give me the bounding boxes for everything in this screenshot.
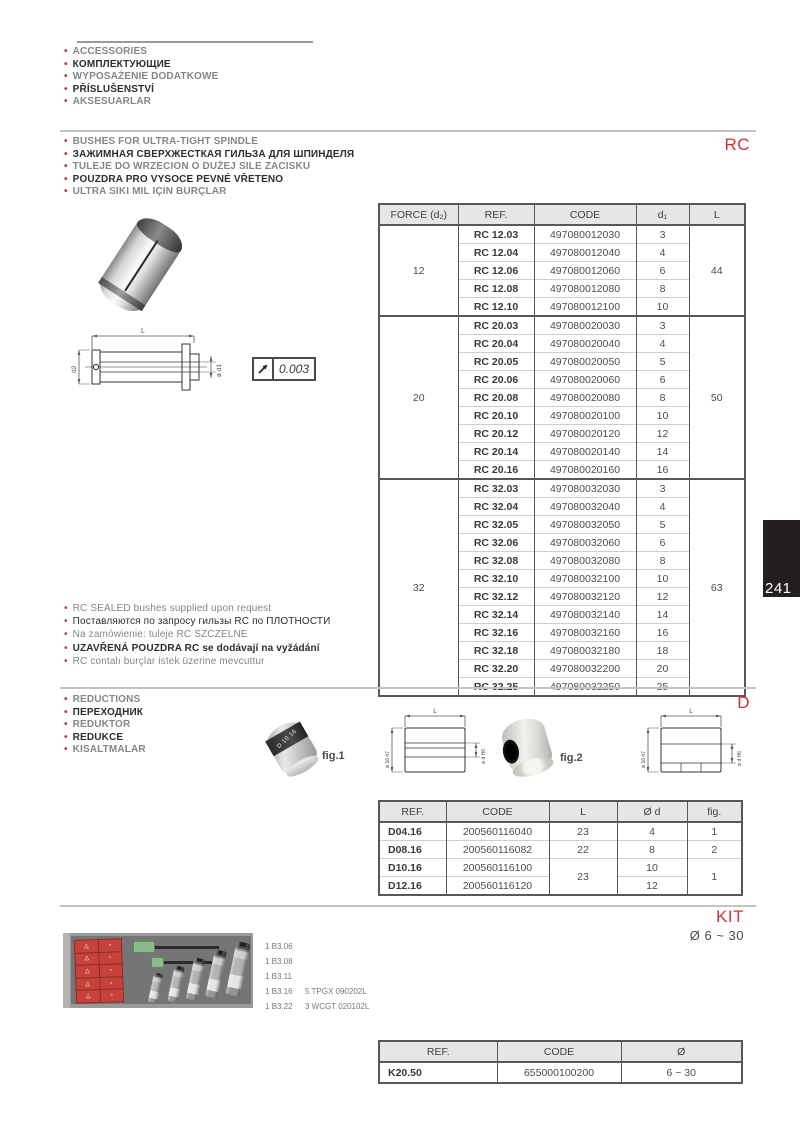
fig2-outer-dia-label: ø 16 h7 [641, 751, 647, 768]
d1-cell: 8 [636, 280, 689, 298]
d1-cell: 3 [636, 316, 689, 335]
bullet-item [64, 59, 218, 72]
bullet-dot: • [64, 694, 68, 705]
ref-cell: RC 32.06 [458, 534, 534, 552]
d1-cell: 14 [636, 443, 689, 461]
insert-box-icon: △ [76, 965, 99, 977]
code-cell: 497080032100 [534, 570, 636, 588]
fig2-inner-dia-label: ø d H6 [737, 750, 743, 766]
col-header-l: L [549, 801, 617, 822]
code-cell: 497080012100 [534, 298, 636, 317]
ref-cell: D04.16 [379, 822, 446, 841]
d-section-code: D [737, 693, 750, 712]
dim-length-label: L [141, 328, 145, 335]
bullet-dot: • [64, 731, 68, 743]
reduction-marking-text: D 10 16 [275, 728, 298, 750]
d1-cell: 10 [636, 407, 689, 425]
dia-cell: 4 [617, 822, 687, 841]
bullet-item [64, 136, 354, 149]
tool-rod [155, 946, 219, 949]
insert-box-icon: △ [76, 978, 99, 990]
bullet-dot: • [64, 629, 68, 641]
kit-content-row [265, 954, 369, 969]
fig1-label: fig.1 [322, 750, 345, 762]
code-cell: 497080032030 [534, 479, 636, 498]
col-header-ref: REF. [458, 204, 534, 225]
code-cell: 497080032160 [534, 624, 636, 642]
length-cell: 63 [689, 479, 745, 696]
col-header-l: L [689, 204, 745, 225]
length-cell: 23 [549, 822, 617, 841]
d1-cell: 16 [636, 461, 689, 480]
reduction-cylinder [262, 716, 322, 779]
bullet-dot: • [64, 148, 68, 160]
code-cell: 200560116040 [446, 822, 549, 841]
bullet-label: KISALTMALAR [72, 744, 146, 756]
bullet-label: BUSHES FOR ULTRA-TIGHT SPINDLE [72, 136, 259, 147]
bullet-label: ULTRA SIKI MIL IÇIN BURÇLAR [72, 186, 227, 198]
fig1-outer-dia-label: ø 16 h7 [385, 751, 391, 768]
bullet-item [64, 71, 218, 84]
bullet-label: RC SEALED bushes supplied upon request [72, 603, 272, 614]
bullet-label: ACCESSORIES [72, 46, 148, 57]
ref-cell: RC 20.04 [458, 335, 534, 353]
d1-cell: 6 [636, 262, 689, 280]
dia-cell: 12 [617, 877, 687, 896]
ref-cell: RC 32.20 [458, 660, 534, 678]
bullet-label: Поставляются по запросу гильзы RC по ПЛОТНОСТИ [72, 616, 331, 628]
col-header-fig: fig. [687, 801, 742, 822]
kit-content-row [265, 969, 369, 984]
bullet-item [64, 186, 354, 199]
col-header-code: CODE [446, 801, 549, 822]
insert-box-icon: ▫ [100, 990, 123, 1002]
rc-title-list [64, 136, 354, 199]
bullet-item [64, 694, 146, 707]
bullet-dot: • [64, 642, 68, 654]
ref-cell: RC 20.03 [458, 316, 534, 335]
bullet-item [64, 744, 146, 757]
force-cell: 20 [379, 316, 458, 479]
ref-cell: RC 20.10 [458, 407, 534, 425]
dia-cell: 10 [617, 859, 687, 877]
bullet-item [64, 628, 330, 641]
bullet-dot: • [64, 186, 68, 198]
bullet-dot: • [64, 71, 68, 83]
code-cell: 497080020060 [534, 371, 636, 389]
page-number: 241 [765, 580, 792, 597]
code-cell: 497080012040 [534, 244, 636, 262]
d1-cell: 12 [636, 588, 689, 606]
rc-bushing-photo [84, 210, 204, 325]
col-header-dia: Ø [621, 1041, 742, 1062]
table-row [379, 841, 742, 859]
bushing-cylinder [93, 213, 187, 318]
insert-pack [133, 941, 155, 953]
bullet-label: UZAVŘENÁ POUZDRA RC se dodávají na vyžádání [72, 642, 320, 654]
bullet-dot: • [64, 603, 68, 614]
d-divider [60, 687, 756, 689]
bullet-label: ПЕРЕХОДНИК [72, 706, 144, 718]
bullet-dot: • [64, 83, 68, 95]
force-cell: 32 [379, 479, 458, 696]
ref-cell: RC 32.16 [458, 624, 534, 642]
bullet-item [64, 602, 330, 615]
code-cell: 497080032040 [534, 498, 636, 516]
code-cell: 497080020120 [534, 425, 636, 443]
fig2-label: fig.2 [560, 752, 583, 764]
insert-box-icon: ▫ [99, 952, 122, 964]
ref-cell: RC 20.06 [458, 371, 534, 389]
bullet-item [64, 615, 330, 628]
bushing-slit [124, 240, 158, 291]
ref-cell: RC 12.08 [458, 280, 534, 298]
d1-cell: 10 [636, 570, 689, 588]
fig-cell: 1 [687, 859, 742, 896]
code-cell: 497080012060 [534, 262, 636, 280]
bullet-label: REDUCTIONS [72, 694, 141, 705]
bullet-dot: • [64, 616, 68, 628]
fig2-drawing [628, 706, 748, 784]
kit-item-qty-ref: 1 B3.11 [265, 972, 292, 981]
reduction-base-face [284, 752, 321, 780]
bullet-label: КОМПЛЕКТУЮЩИЕ [72, 58, 171, 70]
bullet-dot: • [64, 161, 68, 173]
d1-cell: 3 [636, 225, 689, 244]
reduction-marking-band [265, 722, 308, 757]
bullet-item [64, 707, 146, 720]
fig1-length-label: L [433, 708, 437, 715]
d1-cell: 8 [636, 552, 689, 570]
insert-pack [151, 957, 164, 968]
tool-rod [164, 961, 216, 964]
ref-cell: D12.16 [379, 877, 446, 896]
ref-cell: RC 32.04 [458, 498, 534, 516]
length-cell: 22 [549, 841, 617, 859]
col-header-force: FORCE (d₂) [379, 204, 458, 225]
rc-table-header-row [379, 204, 745, 225]
code-cell: 497080032140 [534, 606, 636, 624]
d1-cell: 16 [636, 624, 689, 642]
bushing-cap [133, 212, 188, 257]
d1-cell: 14 [636, 606, 689, 624]
code-cell: 497080012080 [534, 280, 636, 298]
col-header-d1: d₁ [636, 204, 689, 225]
bullet-dot: • [64, 744, 68, 756]
bullet-item [64, 174, 354, 187]
insert-box-icon: △ [75, 953, 98, 965]
length-cell: 50 [689, 316, 745, 479]
code-cell: 497080020030 [534, 316, 636, 335]
ref-cell: RC 32.03 [458, 479, 534, 498]
insert-box-icon: ▫ [99, 964, 122, 976]
ref-cell: RC 12.10 [458, 298, 534, 317]
bullet-dot: • [64, 706, 68, 718]
rc-notes-list [64, 602, 330, 668]
kit-item-qty-ref: 1 B3.22 [265, 1002, 293, 1011]
ref-cell: RC 32.08 [458, 552, 534, 570]
d-table-header-row [379, 801, 742, 822]
rc-section-code: RC [724, 135, 750, 154]
d1-cell: 10 [636, 298, 689, 317]
ref-cell: RC 32.10 [458, 570, 534, 588]
fig-cell: 1 [687, 822, 742, 841]
kit-table-header-row [379, 1041, 742, 1062]
dia-cell: 8 [617, 841, 687, 859]
kit-item-insert: 5 TPGX 090202L [305, 987, 367, 996]
bullet-dot: • [64, 719, 68, 731]
bullet-label: Na zamówienie: tuleje RC SZCZELNE [72, 629, 248, 641]
d1-cell: 4 [636, 244, 689, 262]
page-number-tab [763, 520, 800, 597]
d-title-list [64, 694, 146, 757]
insert-box-icon: ▫ [100, 977, 123, 989]
ref-cell: RC 20.12 [458, 425, 534, 443]
length-cell: 23 [549, 859, 617, 896]
bullet-label: WYPOSAŻENIE DODATKOWE [72, 71, 219, 83]
kit-table [378, 1040, 743, 1084]
fig2-length-label: L [689, 708, 693, 715]
bullet-item [64, 642, 330, 655]
table-row [379, 859, 742, 877]
code-cell: 497080032060 [534, 534, 636, 552]
col-header-ref: REF. [379, 1041, 497, 1062]
table-row [379, 822, 742, 841]
d1-cell: 5 [636, 353, 689, 371]
ref-cell: D10.16 [379, 859, 446, 877]
bullet-item [64, 46, 218, 59]
ref-cell: RC 20.05 [458, 353, 534, 371]
col-header-code: CODE [497, 1041, 621, 1062]
d1-cell: 6 [636, 534, 689, 552]
bullet-item [64, 732, 146, 745]
bushing-ring [98, 277, 145, 311]
table-row [379, 316, 745, 335]
insert-boxes [74, 938, 124, 1004]
kit-content-row [265, 999, 369, 1014]
kit-content-row [265, 939, 369, 954]
accessories-list [64, 46, 218, 109]
d1-cell: 20 [636, 660, 689, 678]
ref-cell: RC 12.04 [458, 244, 534, 262]
top-divider [77, 41, 313, 43]
d1-cell: 8 [636, 389, 689, 407]
bullet-label: TULEJE DO WRZECION O DUŻEJ SILE ZACISKU [72, 161, 311, 173]
code-cell: 497080020050 [534, 353, 636, 371]
d-table [378, 800, 743, 896]
d1-cell: 3 [636, 479, 689, 498]
code-cell: 497080032200 [534, 660, 636, 678]
code-cell: 655000100200 [497, 1062, 621, 1083]
code-cell: 200560116120 [446, 877, 549, 896]
bullet-dot: • [64, 46, 68, 57]
code-cell: 497080032180 [534, 642, 636, 660]
bullet-item [64, 719, 146, 732]
col-header-dia: Ø d [617, 801, 687, 822]
ref-cell: RC 32.05 [458, 516, 534, 534]
dia-cell: 6 ~ 30 [621, 1062, 742, 1083]
d1-cell: 6 [636, 371, 689, 389]
code-cell: 497080020040 [534, 335, 636, 353]
kit-section-code: KIT [716, 907, 744, 926]
code-cell: 200560116082 [446, 841, 549, 859]
ref-cell: RC 32.14 [458, 606, 534, 624]
bullet-label: AKSESUARLAR [72, 96, 151, 108]
fig1-photo [258, 714, 328, 786]
kit-photo [63, 933, 253, 1008]
bullet-item [64, 161, 354, 174]
bullet-item [64, 149, 354, 162]
ref-cell: D08.16 [379, 841, 446, 859]
fig-cell: 2 [687, 841, 742, 859]
ref-cell: RC 20.14 [458, 443, 534, 461]
table-row [379, 1062, 742, 1083]
col-header-code: CODE [534, 204, 636, 225]
ref-cell: RC 32.12 [458, 588, 534, 606]
d1-cell: 5 [636, 516, 689, 534]
reduction-cylinder-side [498, 714, 555, 778]
bullet-item [64, 655, 330, 668]
kit-item-qty-ref: 1 B3.16 [265, 987, 293, 996]
kit-divider [60, 905, 756, 907]
kit-range-label: Ø 6 ~ 30 [689, 928, 744, 943]
force-cell: 12 [379, 225, 458, 316]
code-cell: 497080020100 [534, 407, 636, 425]
fig2-photo [495, 712, 565, 784]
length-cell: 44 [689, 225, 745, 316]
kit-item-insert: 3 WCGT 020102L [305, 1002, 370, 1011]
ref-cell: K20.50 [379, 1062, 497, 1083]
rc-table [378, 203, 746, 697]
bullet-dot: • [64, 96, 68, 108]
code-cell: 497080032050 [534, 516, 636, 534]
bullet-dot: • [64, 136, 68, 147]
bullet-item [64, 84, 218, 97]
code-cell: 497080020080 [534, 389, 636, 407]
table-row [379, 479, 745, 498]
kit-item-qty-ref: 1 B3.06 [265, 942, 293, 951]
kit-contents-list [265, 939, 369, 1014]
ref-cell: RC 12.06 [458, 262, 534, 280]
table-row [379, 225, 745, 244]
bullet-label: REDUKCE [72, 731, 124, 743]
rc-technical-drawing [70, 324, 240, 396]
bullet-label: POUZDRA PRO VYSOCE PEVNÉ VŘETENO [72, 173, 284, 185]
bullet-dot: • [64, 173, 68, 185]
kit-item-qty-ref: 1 B3.08 [265, 957, 293, 966]
insert-box-icon: △ [75, 940, 98, 952]
runout-arrow-icon [254, 359, 274, 379]
ref-cell: RC 20.08 [458, 389, 534, 407]
col-header-ref: REF. [379, 801, 446, 822]
fig1-inner-dia-label: ø d H6 [481, 748, 487, 764]
d1-cell: 4 [636, 498, 689, 516]
bullet-label: REDUKTOR [72, 719, 131, 731]
tolerance-box [252, 357, 316, 381]
dim-d1-label: ø d1 [216, 363, 223, 377]
insert-box-icon: ▫ [98, 939, 121, 951]
code-cell: 497080020140 [534, 443, 636, 461]
d1-cell: 18 [636, 642, 689, 660]
fig1-drawing [372, 706, 492, 784]
code-cell: 497080020160 [534, 461, 636, 480]
code-cell: 497080032080 [534, 552, 636, 570]
ref-cell: RC 20.16 [458, 461, 534, 480]
rc-divider [60, 130, 756, 132]
bullet-item [64, 96, 218, 109]
dim-d2-label: d2 [71, 365, 78, 373]
bullet-label: ЗАЖИМНАЯ СВЕРХЖЕСТКАЯ ГИЛЬЗА ДЛЯ ШПИНДЕЛЯ [72, 148, 355, 160]
kit-content-row [265, 984, 369, 999]
bullet-dot: • [64, 655, 68, 667]
code-cell: 200560116100 [446, 859, 549, 877]
ref-cell: RC 32.18 [458, 642, 534, 660]
side-hole [501, 739, 520, 765]
code-cell: 497080012030 [534, 225, 636, 244]
tolerance-value: 0.003 [278, 362, 310, 376]
insert-box-icon: △ [77, 990, 100, 1002]
bullet-dot: • [64, 58, 68, 70]
bullet-label: RC contalı burçlar istek üzerine mevcuttur [72, 655, 265, 667]
d1-cell: 12 [636, 425, 689, 443]
bullet-label: PŘÍSLUŠENSTVÍ [72, 83, 155, 95]
d1-cell: 4 [636, 335, 689, 353]
code-cell: 497080032120 [534, 588, 636, 606]
ref-cell: RC 12.03 [458, 225, 534, 244]
